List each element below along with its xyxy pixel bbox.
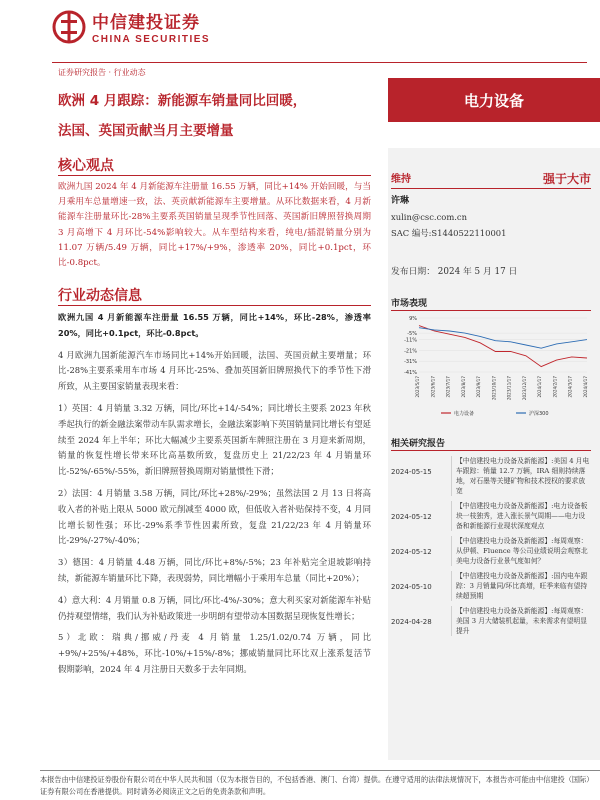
body-paragraph: 5）北欧：瑞典/挪威/丹麦 4 月销量 1.25/1.02/0.74 万辆，同比+9%/+25%/+48%，环比-10%/+15%/-8%；挪威销量同比环比双上涨系复活节假期影响，2024 年 4 月注册日天数多于去年同期。 (58, 632, 371, 674)
y-tick-label: -31% (404, 359, 417, 366)
body-paragraph: 2）法国：4 月销量 3.58 万辆，同比/环比+28%/-29%；虽然法国 2 月 13 日将高收入者的补贴上限从 5000 欧元削减至 4000 欧，但低收入者补贴保持不变，4 月同比增长韧性强；环比-29%系季节性因素所致，复盘 21/22/23 年 4 月销量环比-29%/-27%/-40%； (58, 487, 371, 546)
rating-divider (391, 188, 591, 189)
core-views-heading: 核心观点 (58, 158, 114, 174)
y-tick-label: 9% (409, 316, 417, 322)
report-title-line: 法国、英国贡献当月主要增量 (58, 123, 234, 139)
related-title[interactable]: 【中信建投电力设备及新能源】:美国 4 月电车跟踪：销量 12.7 万辆，IRA 细则持续落地，对石墨等关键矿物和技术授权的要求放宽 (451, 456, 591, 496)
market-performance-chart (391, 314, 591, 420)
report-title (58, 86, 358, 146)
analyst-name: 许琳 (391, 196, 410, 206)
industry-news-heading: 行业动态信息 (58, 288, 142, 304)
y-tick-label: -5% (407, 331, 417, 338)
x-tick-label: 2023/11/17 (506, 376, 512, 401)
y-tick-label: -11% (404, 337, 417, 344)
x-tick-label: 2024/2/17 (552, 376, 558, 398)
core-views-text: 欧洲九国 2024 年 4 月新能源车注册量 16.55 万辆，同比+14% 开始回暖，与当月乘用车总量增速一致，法、英贡献新能源车主要增量。从环比数据来看，4 月新能源车注册量环比-28%主要系英国销量呈现季节性回落、英国新旧牌照替换周期 3 月高增下 4 月环比-54%影响较大。从车型结构来看，纯电/插混销量分别为 11.07 万辆/5.49 万辆，同比+17%/+9%，渗透率 20%，同比+0.1pct，环比-0.8pct。 (58, 182, 371, 269)
list-item[interactable] (391, 456, 596, 496)
core-divider (58, 175, 371, 176)
lead-paragraph: 欧洲九国 4 月新能源车注册量 16.55 万辆，同比+14%，环比-28%，渗透率 20%，同比+0.1pct，环比-0.8pct。 (58, 312, 371, 338)
legend-label: 电力设备 (454, 411, 475, 417)
report-title-line: 欧洲 4 月跟踪：新能源车销量同比回暖， (58, 93, 307, 109)
x-tick-label: 2024/1/17 (537, 376, 543, 398)
footer-divider (40, 770, 600, 771)
related-title[interactable]: 【中信建投电力设备及新能源】:每周观察：从伊顿、Fluence 等公司业绩说明会观察北美电力设备行业景气度如何？ (451, 536, 591, 566)
x-tick-label: 2023/7/17 (445, 376, 451, 398)
related-date: 2024-05-15 (391, 468, 432, 476)
legend-label: 沪深300 (529, 411, 549, 417)
industry-news-body (58, 310, 371, 684)
header-divider (52, 62, 587, 63)
related-reports-list (391, 456, 596, 641)
list-item[interactable] (391, 571, 596, 601)
market-heading: 市场表现 (391, 299, 428, 309)
y-tick-label: -21% (404, 348, 417, 355)
section-divider (58, 305, 371, 306)
rating-value: 强于大市 (542, 172, 591, 186)
rating-label: 维持 (391, 174, 411, 185)
related-reports-heading: 相关研究报告 (391, 439, 446, 449)
breadcrumb: 证券研究报告 · 行业动态 (58, 68, 146, 77)
analyst-sac: SAC 编号:S1440522110001 (391, 228, 507, 238)
x-tick-label: 2024/3/17 (567, 376, 573, 398)
related-date: 2024-04-28 (391, 618, 432, 626)
body-paragraph: 3）德国：4 月销量 4.48 万辆，同比/环比+8%/-5%；23 年补贴完全退坡影响持续，新能源车销量环比下降，表现弱势，同比增幅小于乘用车总量（同比+20%）； (58, 557, 371, 583)
x-tick-label: 2023/6/17 (430, 376, 436, 398)
analyst-info (391, 193, 506, 241)
related-divider (391, 450, 591, 451)
sector-banner: 电力设备 (388, 78, 600, 122)
company-logo (52, 8, 210, 45)
related-date: 2024-05-10 (391, 583, 432, 591)
body-paragraph: 1）英国：4 月销量 3.32 万辆，同比/环比+14/-54%；同比增长主要系 2023 年秋季起执行的新金融法案带动车队需求增长，金融法案影响下英国销量同比增长有望延续至 2024 年上半年；环比大幅减少主要系英国新车牌照注册在 3 月迎来新周期，销量的恢复性增长带来环比高基数所致，复盘历史上 21/22/23 年 4 月销量环比-52%/-65%/-55%，新旧牌照替换周期对销量惯性下滑； (58, 402, 371, 477)
market-divider (391, 310, 591, 311)
analyst-email[interactable]: xulin@csc.com.cn (391, 212, 468, 222)
x-tick-label: 2023/8/17 (460, 376, 466, 398)
related-title[interactable]: 【中信建投电力设备及新能源】:每周观察：美国 3 月大储装机起量，未来需求有望明显提升 (451, 606, 591, 636)
x-tick-label: 2023/12/17 (521, 376, 527, 401)
x-tick-label: 2024/4/17 (583, 376, 588, 398)
x-tick-label: 2023/10/17 (491, 376, 497, 401)
related-date: 2024-05-12 (391, 513, 432, 521)
x-tick-label: 2023/9/17 (476, 376, 482, 398)
related-date: 2024-05-12 (391, 548, 432, 556)
series-line-csi300 (419, 328, 587, 349)
x-tick-label: 2023/5/17 (415, 376, 420, 398)
y-tick-label: -41% (404, 370, 417, 376)
body-paragraph: 4）意大利：4 月销量 0.8 万辆，同比/环比-4%/-30%；意大利买家对新能源车补贴仍持观望情绪，我们认为补贴政策进一步明朗有望带动本国数据呈现恢复性增长； (58, 594, 371, 621)
related-title[interactable]: 【中信建投电力设备及新能源】:国内电车跟踪：3 月销量同/环比高增，旺季来临有望持续超预期 (451, 571, 591, 601)
related-title[interactable]: 【中信建投电力设备及新能源】:电力设备板块一枝独秀，进入涨长景气周期——电力设备和新能源行业现状深度观点 (451, 501, 591, 531)
brand-name-cn: 中信建投证券 (92, 13, 200, 33)
disclaimer: 本报告由中信建投证券股份有限公司在中华人民共和国（仅为本报告目的，不包括香港、澳门、台湾）提供。在遵守适用的法律法规情况下，本报告亦可能由中信建投（国际）证券有限公司在香港提供。同时请务必阅读正文之后的免责条款和声明。 (40, 775, 594, 796)
body-paragraph: 4 月欧洲九国新能源汽车市场同比+14%开始回暖，法国、英国贡献主要增量；环比-28%主要系乘用车市场 4 月环比-25%、叠加英国新旧牌照换代下的季节性下滑所致，从主要国家销量表现来看： (58, 349, 371, 392)
list-item[interactable] (391, 606, 596, 636)
brand-name-en: CHINA SECURITIES (92, 34, 211, 45)
publish-date: 发布日期： 2024 年 5 月 17 日 (391, 267, 518, 277)
series-line-power-equipment (419, 326, 587, 367)
list-item[interactable] (391, 536, 596, 566)
brand-mark-icon (52, 10, 86, 44)
rating (391, 170, 591, 187)
list-item[interactable] (391, 501, 596, 531)
